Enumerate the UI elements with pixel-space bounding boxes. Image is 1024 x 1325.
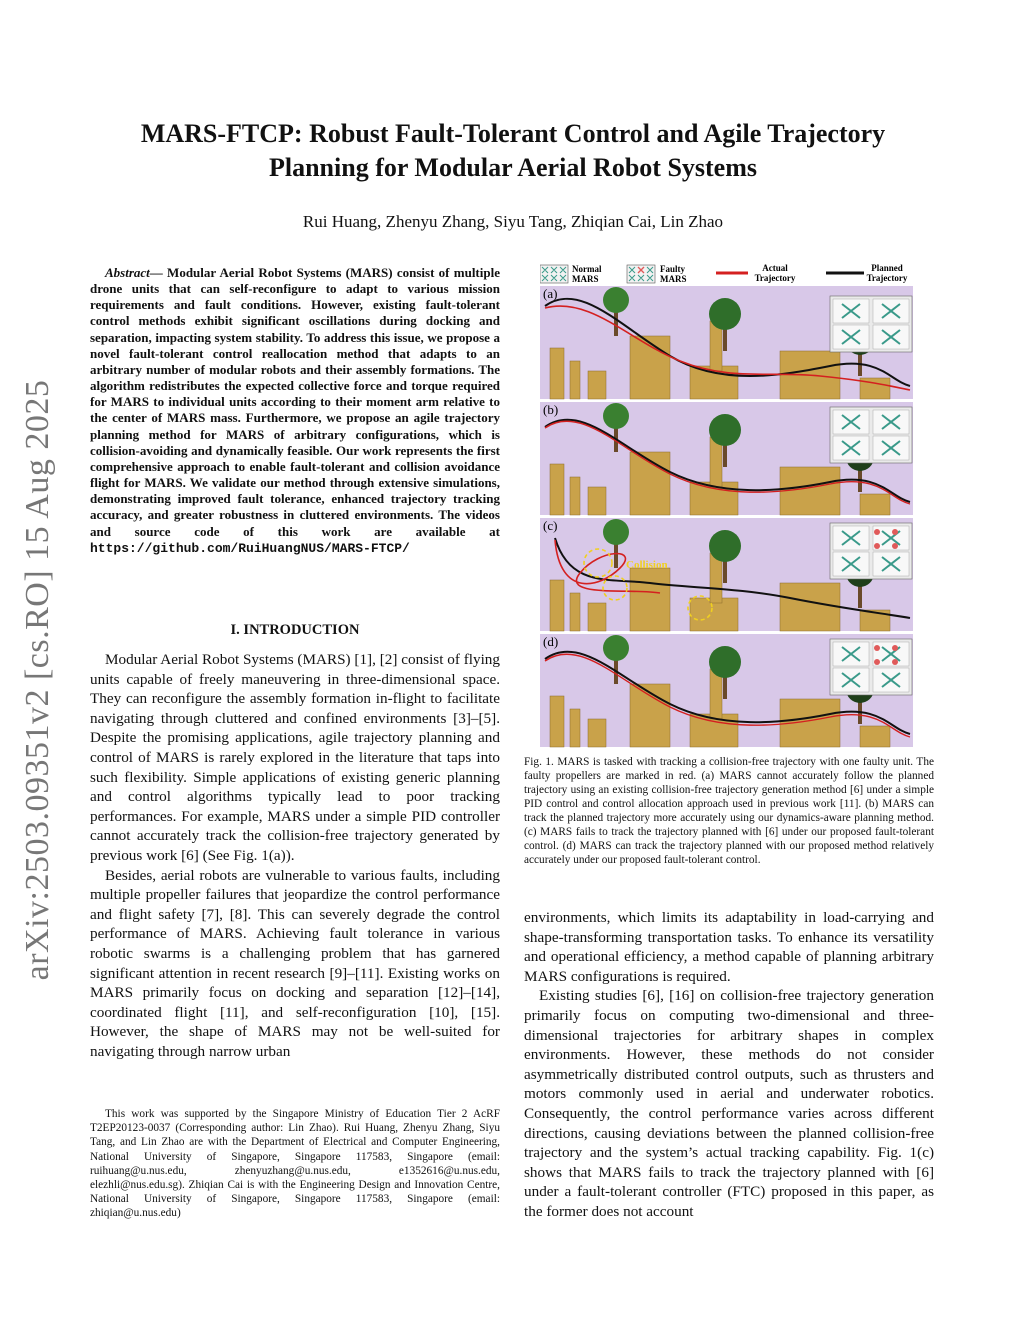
normal-mars-legend-icon (540, 265, 568, 283)
legend-normal-line1: Normal (572, 264, 602, 274)
panel-d-label: (d) (543, 634, 559, 649)
introduction-text (90, 650, 500, 1061)
section-heading-introduction: I. INTRODUCTION (230, 622, 360, 638)
title-line-1: MARS-FTCP: Robust Fault-Tolerant Control and Agile Trajectory (140, 119, 886, 148)
collision-annotation: Collision (626, 559, 668, 571)
source-code-link[interactable]: https://github.com/RuiHuangNUS/MARS-FTCP/ (90, 540, 410, 556)
abstract-label: Abstract (105, 265, 150, 280)
legend-planned-line2: Trajectory (866, 273, 908, 283)
legend-planned-line1: Planned (871, 263, 903, 273)
right-paragraph-1: environments, which limits its adaptability in load-carrying and shape-transforming transportation tasks. To enhance its versatility and operational efficiency, a method capable of planning arbitrary MARS configurations is required. (524, 909, 934, 985)
panel-a-label: (a) (543, 286, 558, 301)
legend-normal-line2: MARS (572, 274, 599, 284)
intro-paragraph-2: Besides, aerial robots are vulnerable to various faults, including multiple propeller failures that jeopardize the control performance and flight safety [7], [8]. This can severely degrade the control performance of MARS. Achieving fault tolerance in various robotic swarms is a challenging problem that has garnered significant attention in recent research [9]–[11]. Existing works on MARS primarily focus on docking and separation [12]–[14], coordinated flight [11], and self-reconfiguration [10], [15]. However, the shape of MARS may not be well-suited for navigating through narrow urban (90, 866, 500, 1060)
figure-legend (540, 263, 908, 284)
figure-panel-c (540, 518, 913, 631)
legend-actual-line2: Trajectory (754, 273, 796, 283)
intro-paragraph-1: Modular Aerial Robot Systems (MARS) [1], [2] consist of flying units capable of freely maneuvering in three-dimensional space. They can reconfigure the assembly formation in-flight to facilitate navigating through cluttered and confined environments [3]–[5]. Despite the promising applications, agile trajectory planning and control of MARS is rarely explored in the literature that taps into such flexibility. Simple applications of existing generic planning and control algorithms typically lead to poor tracking performances. For example, MARS under a simple PID controller cannot accurately track the collision-free trajectory generated by previous work [6] (See Fig. 1(a)). (90, 651, 500, 864)
abstract-body: — Modular Aerial Robot Systems (MARS) consist of multiple drone units that can self-reconfigure to adapt to various mission requirements and fault conditions. However, existing fault-tolerant control methods exhibit significant oscillations during docking and separation, impacting system stability. To address this issue, we propose a novel fault-tolerant control reallocation method that adapts to an arbitrary number of modular robots and their assembly formations. The algorithm redistributes the expected collective force and torque required for MARS to individual units according to their moment arm relative to the center of MARS mass. Furthermore, we propose an agile trajectory planning method for MARS of arbitrary configurations, which is collision-avoiding and dynamically feasible. Our work represents the first comprehensive approach to enable fault-tolerant and collision avoidance flight for MARS. We validate our method through extensive simulations, demonstrating improved fault tolerance, enhanced trajectory tracking accuracy, and greater robustness in cluttered environments. The videos and source code of this work are available at (90, 265, 500, 539)
panel-c-label: (c) (543, 518, 558, 533)
paper-title (90, 117, 936, 185)
figure-1-caption (524, 755, 934, 867)
title-line-2: Planning for Modular Aerial Robot Systems (268, 153, 757, 182)
caption-text: Fig. 1. MARS is tasked with tracking a collision-free trajectory with one faulty unit. The faulty propellers are marked in red. (a) MARS cannot accurately follow the planned trajectory using an existing collision-free trajectory generation method [6] under a simple PID control and control allocation approach used in previous work [11]. (b) MARS can track the planned trajectory more accurately using our dynamics-aware planning method. (c) MARS fails to track the trajectory planned with [6] under our proposed fault-tolerant control. (d) MARS can track the trajectory planned with our proposed method relatively accurately under our proposed fault-tolerant control. (524, 756, 934, 866)
right-column-text (524, 908, 934, 1222)
figure-1 (540, 262, 935, 750)
footnote-text: This work was supported by the Singapore Ministry of Education Tier 2 AcRF T2EP20123-0037 (Corresponding author: Lin Zhao). Rui Huang, Zhenyu Zhang, Siyu Tang, and Lin Zhao are with the Department of Electrical and Computer Engineering, National University of Singapore, Singapore 117583, Singapore (email: ruihuang@u.nus.edu, zhenyuzhang@u.nus.edu, e1352616@u.nus.edu, elezhli@nus.edu.sg). Zhiqian Cai is with the Engineering Design and Innovation Centre, National University of Singapore, Singapore 117583, Singapore (email: zhiqian@u.nus.edu) (90, 1108, 500, 1220)
figure-panel-a (540, 286, 913, 399)
arxiv-identifier (8, 360, 68, 1000)
right-paragraph-2: Existing studies [6], [16] on collision-free trajectory generation primarily focus on computing two-dimensional and three-dimensional trajectories for arbitrary shapes in complex environments. However, these methods do not consider asymmetrically distributed control outputs, such as thrusters and motors commonly used in aerial and underwater robotics. Consequently, the control performance varies across different directions, causing deviations between the planned collision-free trajectory and the system’s actual tracking capability. Fig. 1(c) shows that MARS fails to track the trajectory planned with [6] under a fault-tolerant controller (FTC) proposed in this paper, as the former does not account (524, 987, 934, 1220)
legend-faulty-line1: Faulty (660, 264, 686, 274)
figure-panel-d (540, 634, 913, 747)
legend-faulty-line2: MARS (660, 274, 687, 284)
panel-b-label: (b) (543, 402, 559, 417)
abstract (90, 265, 500, 557)
figure-panel-b (540, 402, 913, 515)
arxiv-id-text: arXiv:2503.09351v2 [cs.RO] 15 Aug 2025 (19, 379, 56, 981)
faulty-mars-legend-icon (627, 265, 655, 283)
footnote (90, 1107, 500, 1221)
author-list: Rui Huang, Zhenyu Zhang, Siyu Tang, Zhiqian Cai, Lin Zhao (302, 212, 724, 231)
legend-actual-line1: Actual (762, 263, 788, 273)
